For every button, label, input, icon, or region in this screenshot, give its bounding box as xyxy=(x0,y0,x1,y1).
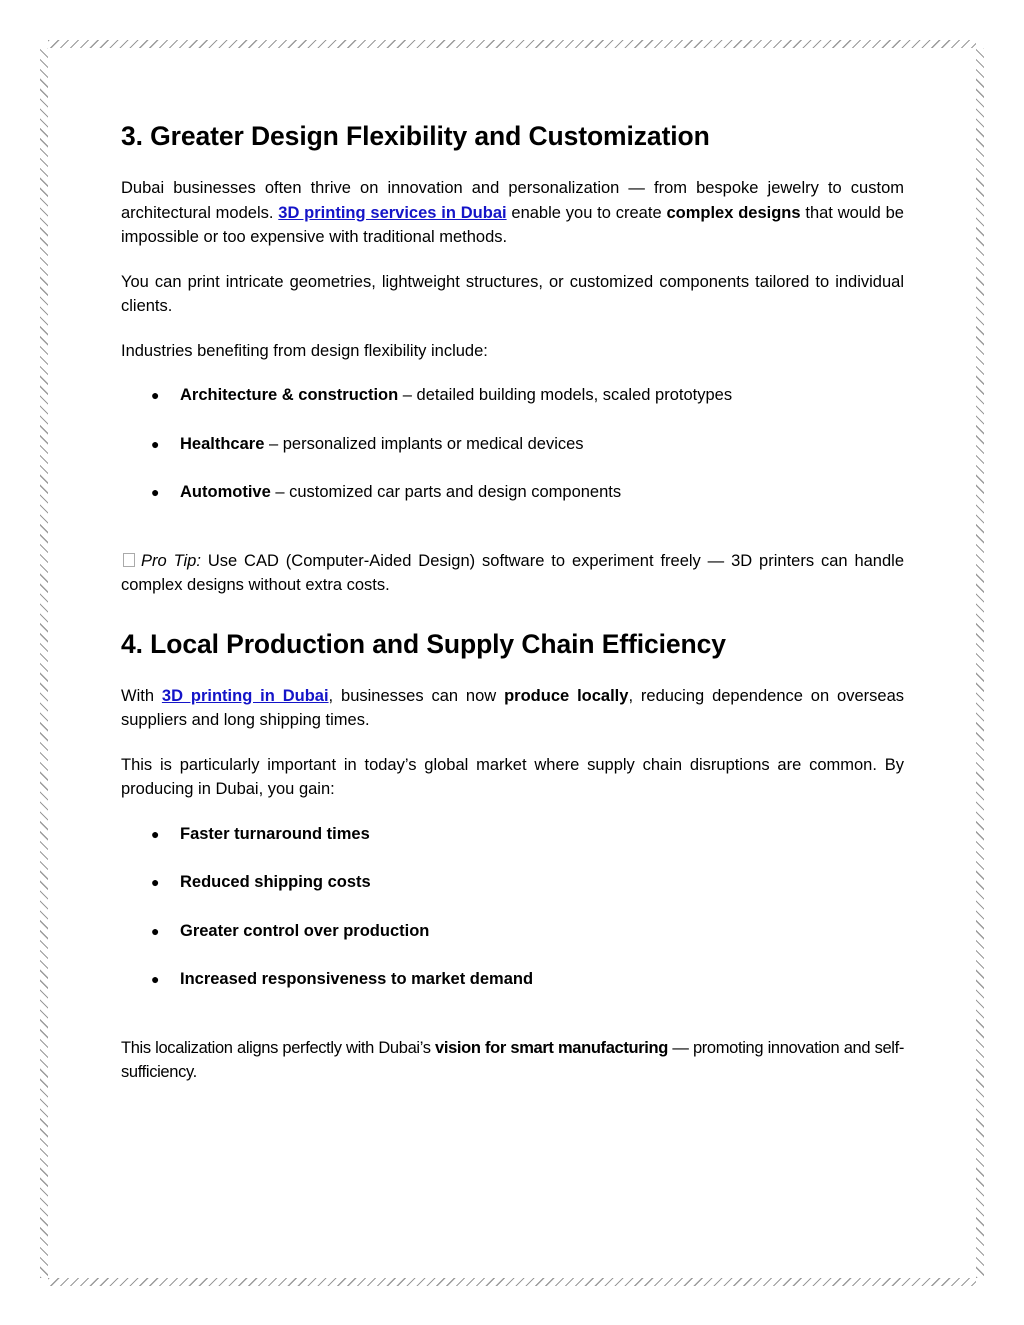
section-3-paragraph-2: You can print intricate geometries, lightweight structures, or customized components tailored to individual clients. xyxy=(121,272,904,315)
document-body xyxy=(121,112,904,1085)
list-item: ● Automotive – customized car parts and design components xyxy=(121,480,904,505)
missing-glyph-icon xyxy=(123,553,135,567)
list-item: ● Architecture & construction – detailed building models, scaled prototypes xyxy=(121,383,904,408)
bullet-icon: ● xyxy=(151,387,160,403)
industries-list xyxy=(121,383,904,505)
list-item: ● Healthcare – personalized implants or medical devices xyxy=(121,432,904,457)
link-3d-printing-services-dubai[interactable]: 3D printing services in Dubai xyxy=(278,203,507,222)
benefits-list xyxy=(121,822,904,992)
section-3-heading: 3. Greater Design Flexibility and Customization xyxy=(121,121,710,151)
section-4-intro-paragraph: With 3D printing in Dubai, businesses can now produce locally, reducing dependence on overseas suppliers and long shipping times. xyxy=(121,686,904,729)
list-item: ● Faster turnaround times xyxy=(121,822,904,847)
section-4-closing-paragraph: This localization aligns perfectly with Dubai’s vision for smart manufacturing — promoting innovation and self-sufficiency. xyxy=(121,1038,904,1081)
section-4-heading: 4. Local Production and Supply Chain Efficiency xyxy=(121,628,726,659)
list-item: ● Reduced shipping costs xyxy=(121,870,904,895)
bullet-icon: ● xyxy=(151,484,160,500)
section-3-paragraph-3: Industries benefiting from design flexibility include: xyxy=(121,341,488,360)
bullet-icon: ● xyxy=(151,922,160,939)
section-4-paragraph-2: This is particularly important in today’s global market where supply chain disruptions are common. By producing in Dubai, you gain: xyxy=(121,755,904,798)
border-right xyxy=(976,48,984,1278)
bullet-icon: ● xyxy=(151,874,160,890)
pro-tip-paragraph: Pro Tip: Use CAD (Computer-Aided Design) software to experiment freely — 3D printers can handle complex designs without extra costs. xyxy=(121,551,905,594)
link-3d-printing-dubai[interactable]: 3D printing in Dubai xyxy=(161,686,329,705)
border-top xyxy=(48,40,976,48)
bullet-icon: ● xyxy=(151,435,160,452)
border-bottom xyxy=(48,1278,976,1286)
bullet-icon: ● xyxy=(151,971,160,987)
list-item: ● Greater control over production xyxy=(121,919,904,944)
list-item: ● Increased responsiveness to market demand xyxy=(121,967,904,992)
bullet-icon: ● xyxy=(151,825,160,842)
border-left xyxy=(40,48,48,1278)
section-3-intro-paragraph: Dubai businesses often thrive on innovation and personalization — from bespoke jewelry to custom architectural models. 3D printing services in Dubai enable you to create complex designs that would be impossible or too expensive with traditional methods. xyxy=(121,179,904,246)
